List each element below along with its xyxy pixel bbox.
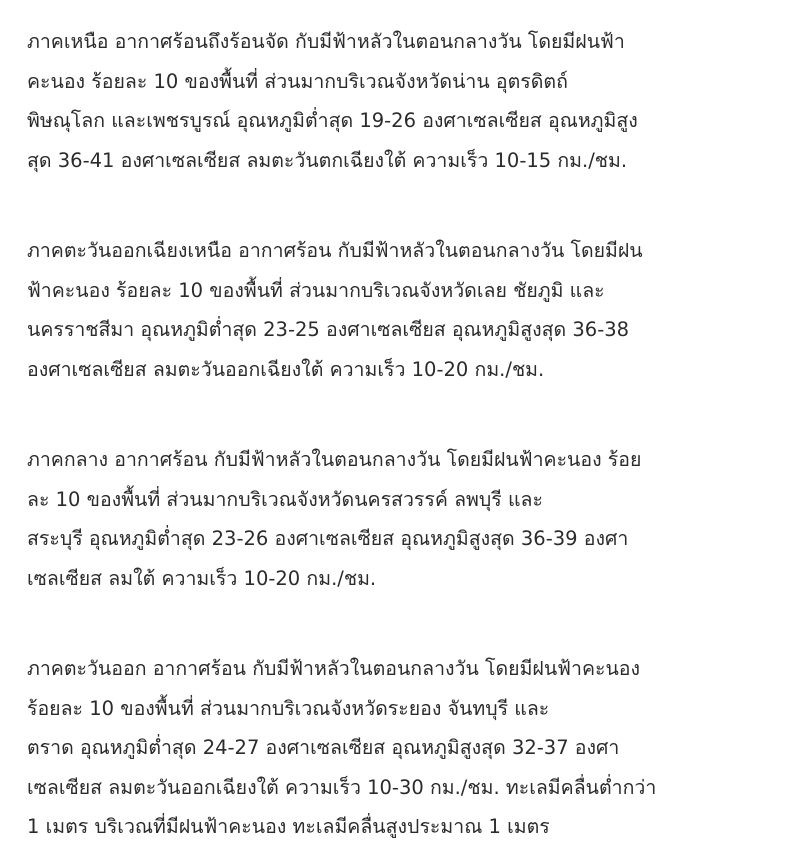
forecast-paragraph-central xyxy=(27,440,772,598)
paragraph-line: คะนอง ร้อยละ 10 ของพื้นที่ ส่วนมากบริเวณจังหวัดน่าน อุตรดิตถ์ xyxy=(27,69,568,93)
paragraph-line: เซลเซียส ลมตะวันออกเฉียงใต้ ความเร็ว 10-30 กม./ชม. ทะเลมีคลื่นต่ำกว่า xyxy=(27,775,657,799)
paragraph-line: ภาคตะวันออก อากาศร้อน กับมีฟ้าหลัวในตอนกลางวัน โดยมีฝนฟ้าคะนอง xyxy=(27,657,641,680)
paragraph-line: ฟ้าคะนอง ร้อยละ 10 ของพื้นที่ ส่วนมากบริเวณจังหวัดเลย ชัยภูมิ และ xyxy=(27,278,605,302)
paragraph-line: ภาคเหนือ อากาศร้อนถึงร้อนจัด กับมีฟ้าหลัวในตอนกลางวัน โดยมีฝนฟ้า xyxy=(27,30,625,53)
paragraph-line: เซลเซียส ลมใต้ ความเร็ว 10-20 กม./ชม. xyxy=(27,566,377,590)
paragraph-line: ภาคตะวันออกเฉียงเหนือ อากาศร้อน กับมีฟ้าหลัวในตอนกลางวัน โดยมีฝน xyxy=(27,239,643,262)
paragraph-line: ละ 10 ของพื้นที่ ส่วนมากบริเวณจังหวัดนครสวรรค์ ลพบุรี และ xyxy=(27,487,543,511)
forecast-paragraph-east xyxy=(27,649,772,847)
forecast-paragraph-north xyxy=(27,22,772,180)
paragraph-line: องศาเซลเซียส ลมตะวันออกเฉียงใต้ ความเร็ว 10-20 กม./ชม. xyxy=(27,357,545,381)
paragraph-line: ภาคกลาง อากาศร้อน กับมีฟ้าหลัวในตอนกลางวัน โดยมีฝนฟ้าคะนอง ร้อย xyxy=(27,448,642,471)
paragraph-line: 1 เมตร บริเวณที่มีฝนฟ้าคะนอง ทะเลมีคลื่นสูงประมาณ 1 เมตร xyxy=(27,815,550,838)
paragraph-line: นครราชสีมา อุณหภูมิต่ำสุด 23-25 องศาเซลเซียส อุณหภูมิสูงสุด 36-38 xyxy=(27,318,630,341)
paragraph-line: พิษณุโลก และเพชรบูรณ์ อุณหภูมิต่ำสุด 19-26 องศาเซลเซียส อุณหภูมิสูง xyxy=(27,109,638,132)
paragraph-line: ตราด อุณหภูมิต่ำสุด 24-27 องศาเซลเซียส อุณหภูมิสูงสุด 32-37 องศา xyxy=(27,736,620,759)
paragraph-line: สระบุรี อุณหภูมิต่ำสุด 23-26 องศาเซลเซียส อุณหภูมิสูงสุด 36-39 องศา xyxy=(27,527,629,550)
paragraph-line: ร้อยละ 10 ของพื้นที่ ส่วนมากบริเวณจังหวัดระยอง จันทบุรี และ xyxy=(27,696,550,720)
paragraph-line: สุด 36-41 องศาเซลเซียส ลมตะวันตกเฉียงใต้ ความเร็ว 10-15 กม./ชม. xyxy=(27,148,628,172)
forecast-paragraph-northeast xyxy=(27,231,772,389)
